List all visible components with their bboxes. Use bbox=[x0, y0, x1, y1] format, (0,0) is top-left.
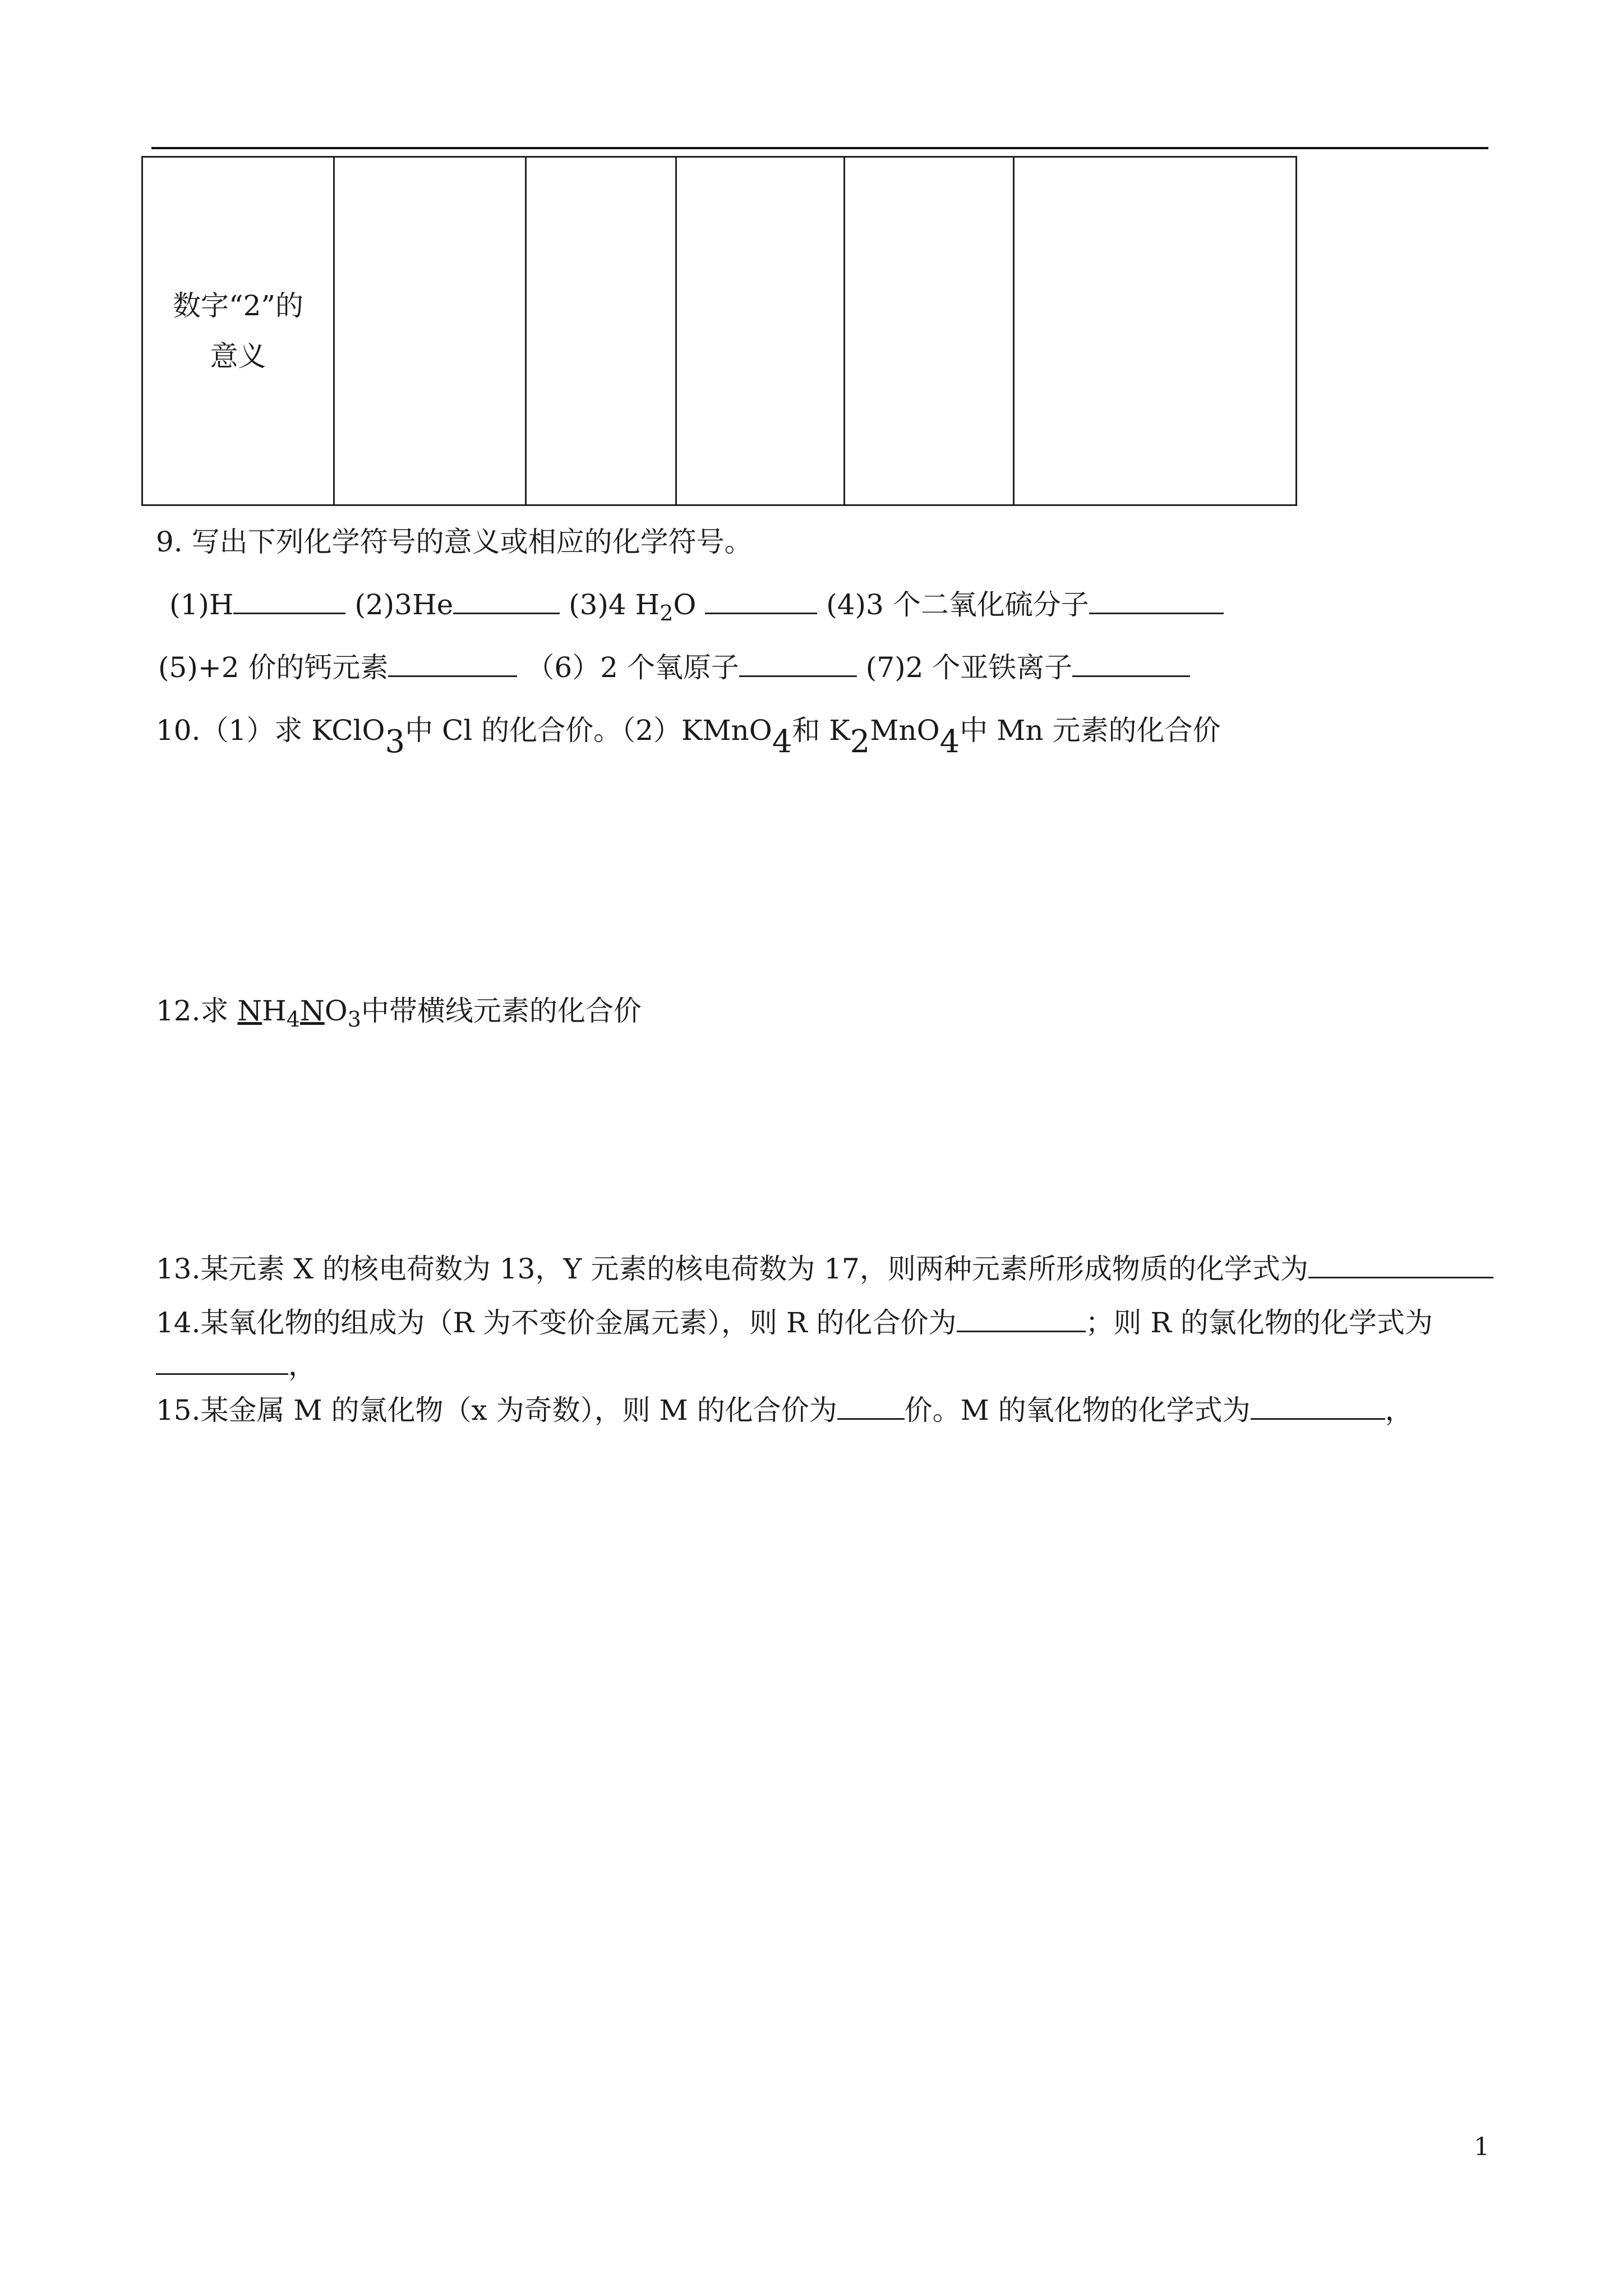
answer-blank[interactable] bbox=[705, 588, 817, 614]
q9-item-7: (7)2 个亚铁离子 bbox=[865, 651, 1073, 684]
table-cell[interactable] bbox=[1014, 157, 1297, 505]
question-14: 14.某氧化物的组成为（R 为不变价金属元素），则 R 的化合价为 ；则 R 的氯化物的化学式为 bbox=[156, 1306, 1433, 1339]
question-9-row1 bbox=[169, 588, 1224, 630]
q9-item-2: (2)3He bbox=[354, 588, 454, 621]
answer-blank[interactable] bbox=[1072, 651, 1190, 677]
table-label-line1: 数字“2”的 bbox=[173, 289, 303, 322]
table-cell[interactable] bbox=[334, 157, 526, 505]
table-cell[interactable] bbox=[526, 157, 676, 505]
answer-blank[interactable] bbox=[1089, 588, 1224, 614]
q9-item-6: （6）2 个氧原子 bbox=[526, 651, 739, 684]
q9-item-3: (3)4 $H_2O$ bbox=[569, 588, 697, 625]
question-9-row2 bbox=[158, 651, 1190, 684]
table-label-line2: 意义 bbox=[210, 340, 266, 372]
answer-blank[interactable] bbox=[739, 651, 857, 677]
page-number: 1 bbox=[1474, 2133, 1490, 2161]
answer-blank[interactable] bbox=[388, 651, 517, 677]
answer-blank[interactable] bbox=[156, 1349, 288, 1375]
question-9-title: 9. 写出下列化学符号的意义或相应的化学符号。 bbox=[156, 526, 753, 558]
answer-blank[interactable] bbox=[837, 1393, 905, 1420]
answer-blank[interactable] bbox=[453, 588, 560, 614]
header-rule bbox=[151, 147, 1488, 149]
question-10: 10.（1）求 KClO$_3$中 Cl 的化合价。（2）KMnO$_4$和 $K_2MnO_4$中 Mn 元素的化合价 bbox=[156, 714, 1221, 760]
question-12: 12.求 $NH_4NO_3$中带横线元素的化合价 bbox=[156, 995, 642, 1032]
q9-item-4: (4)3 个二氧化硫分子 bbox=[826, 588, 1089, 621]
q9-item-1: (1)H bbox=[169, 588, 234, 621]
q9-item-5: (5)+2 价的钙元素 bbox=[158, 651, 389, 684]
answer-blank[interactable] bbox=[957, 1306, 1086, 1332]
answer-blank[interactable] bbox=[1308, 1252, 1493, 1278]
question-14-cont: ， bbox=[156, 1349, 316, 1382]
answer-blank[interactable] bbox=[233, 588, 345, 614]
symbol-meaning-table bbox=[141, 156, 1297, 506]
table-cell[interactable] bbox=[676, 157, 845, 505]
question-13: 13.某元素 X 的核电荷数为 13，Y 元素的核电荷数为 17，则两种元素所形成物质的化学式为 bbox=[156, 1252, 1493, 1286]
answer-blank[interactable] bbox=[1251, 1393, 1385, 1420]
table-cell[interactable] bbox=[845, 157, 1014, 505]
table-row-label bbox=[142, 157, 334, 505]
question-15: 15.某金属 M 的氯化物（x 为奇数），则 M 的化合价为 价。M 的氧化物的化学式为 ， bbox=[156, 1394, 1413, 1427]
